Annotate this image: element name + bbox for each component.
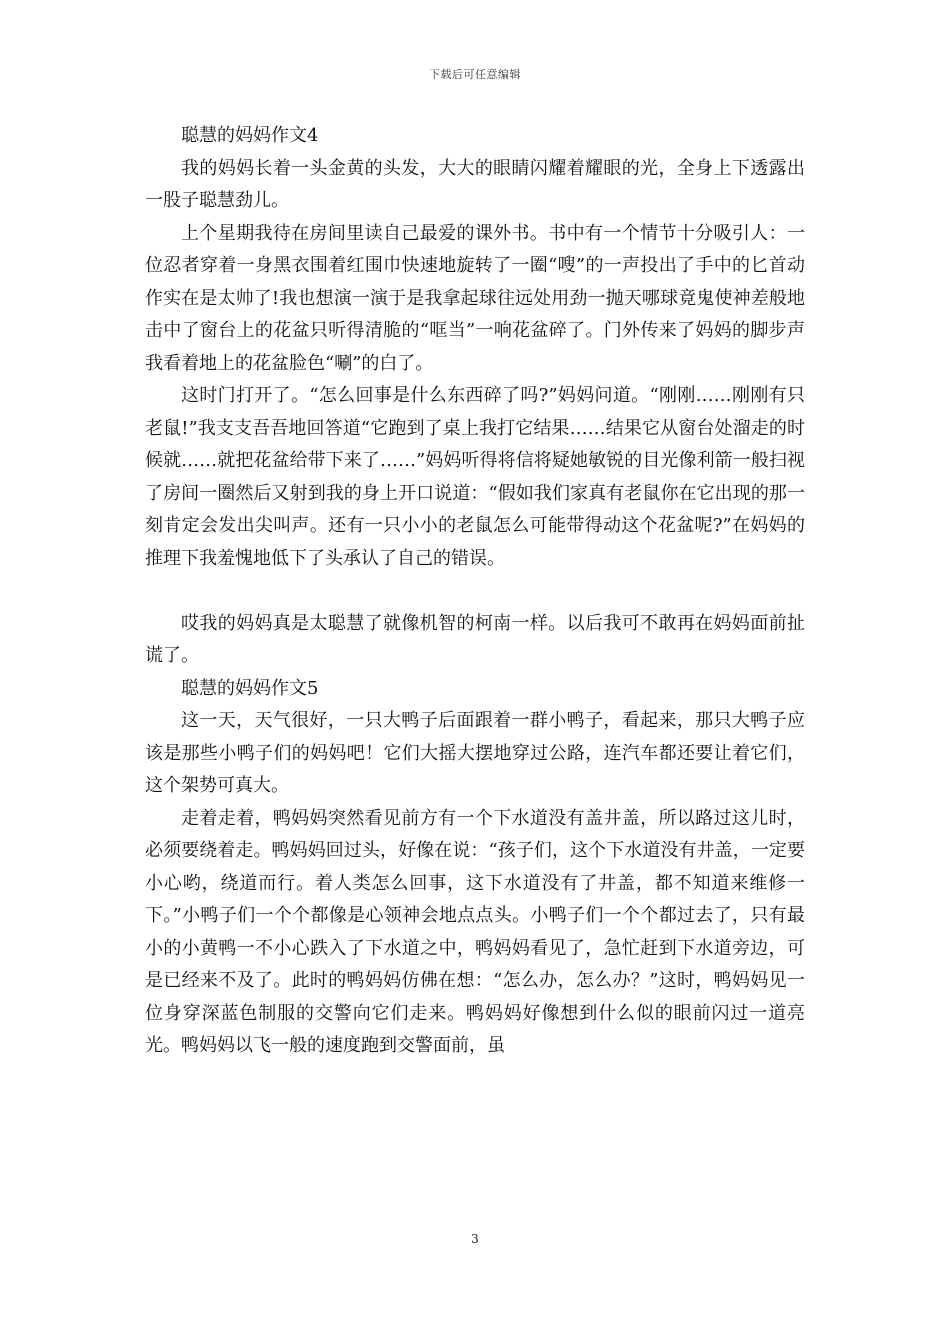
blank-line [145, 575, 805, 608]
paragraph: 这一天，天气很好，一只大鸭子后面跟着一群小鸭子，看起来，那只大鸭子应该是那些小鸭子们的妈妈吧！它们大摇大摆地穿过公路，连汽车都还要让着它们，这个架势可真大。 [145, 710, 805, 796]
paragraph: 走着走着，鸭妈妈突然看见前方有一个下水道没有盖井盖，所以路过这儿时，必须要绕着走。鸭妈妈回过头，好像在说：“孩子们，这个下水道没有井盖，一定要小心哟，绕道而行。着人类怎么回事，这下水道没有了井盖，都不知道来维修一下。”小鸭子们一个个都像是心领神会地点点头。小鸭子们一个个都过去了，只有最小的小黄鸭一不小心跌入了下水道之中，鸭妈妈看见了，急忙赶到下水道旁边，可是已经来不及了。此时的鸭妈妈仿佛在想：“怎么办，怎么办？”这时，鸭妈妈见一位身穿深蓝色制服的交警向它们走来。鸭妈妈好像想到什么似的眼前闪过一道亮光。鸭妈妈以飞一般的速度跑到交警面前，虽 [145, 807, 805, 1056]
paragraph: 哎我的妈妈真是太聪慧了就像机智的柯南一样。以后我可不敢再在妈妈面前扯谎了。 [145, 612, 805, 666]
page-number: 3 [471, 1232, 479, 1246]
section-title-essay-4: 聪慧的妈妈作文4 [181, 125, 319, 146]
paragraph: 这时门打开了。“怎么回事是什么东西碎了吗?”妈妈问道。“刚刚……刚刚有只老鼠!”我支支吾吾地回答道“它跑到了桌上我打它结果……结果它从窗台处溜走的时候就……就把花盆给带下来了……”妈妈听得将信将疑她敏锐的目光像利箭一般扫视了房间一圈然后又射到我的身上开口说道：“假如我们家真有老鼠你在它出现的那一刻肯定会发出尖叫声。还有一只小小的老鼠怎么可能带得动这个花盆呢?”在妈妈的推理下我羞愧地低下了头承认了自己的错误。 [145, 385, 805, 569]
paragraph: 我的妈妈长着一头金黄的头发，大大的眼睛闪耀着耀眼的光，全身上下透露出一股子聪慧劲儿。 [145, 157, 805, 211]
document-body [145, 120, 805, 1063]
page-header: 下载后可任意编辑 [429, 68, 521, 81]
paragraph: 上个星期我待在房间里读自己最爱的课外书。书中有一个情节十分吸引人：一位忍者穿着一身黑衣围着红围巾快速地旋转了一圈“嗖”的一声投出了手中的匕首动作实在是太帅了!我也想演一演于是我拿起球往远处用劲一抛天哪球竟鬼使神差般地击中了窗台上的花盆只听得清脆的“哐当”一响花盆碎了。门外传来了妈妈的脚步声我看着地上的花盆脸色“唰”的白了。 [145, 222, 805, 374]
section-title-essay-5: 聪慧的妈妈作文5 [181, 677, 319, 699]
